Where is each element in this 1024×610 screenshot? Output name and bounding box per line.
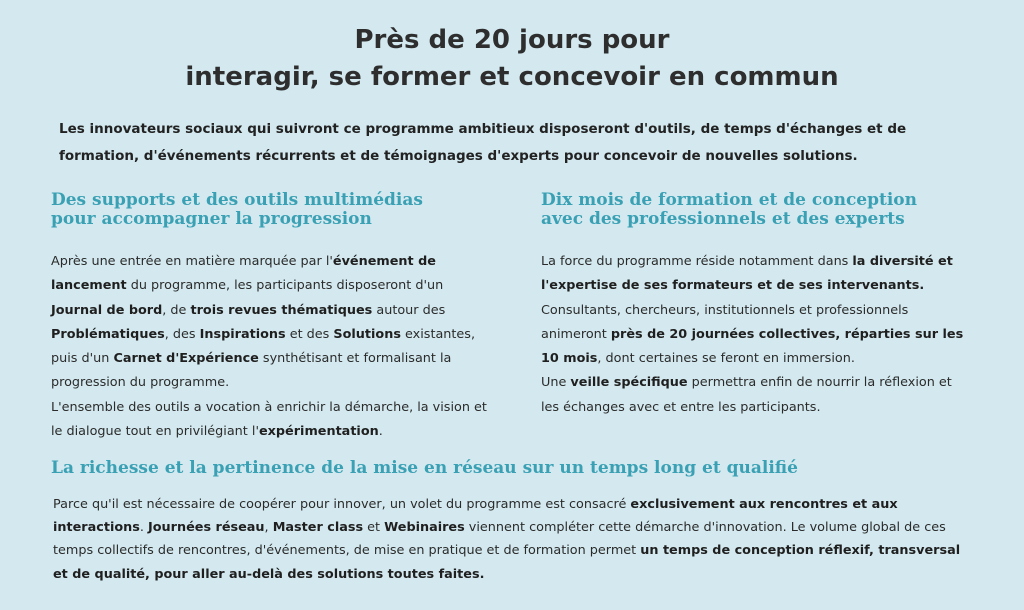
text-run: Consultants, chercheurs, institutionnels et professionnels animeront (541, 302, 909, 342)
bold-text: Journal de bord (51, 302, 163, 318)
page-title (0, 22, 1024, 96)
bold-text: Solutions (333, 326, 401, 342)
bold-text: Journées réseau (148, 520, 265, 536)
bold-text: Master class (272, 520, 364, 536)
bold-text: Problématiques (51, 326, 165, 342)
text-run: autour des (372, 302, 446, 318)
title-line-2: interagir, se former et concevoir en commun (185, 62, 839, 92)
text-run: , (264, 520, 273, 536)
left-heading-line-1: Des supports et des outils multimédias (51, 190, 423, 210)
text-run: . (378, 424, 383, 440)
text-run: existantes, puis d'un (51, 326, 476, 367)
text-run: La force du programme réside notamment dans (541, 254, 853, 269)
text-run: , dont certaines se feront en immersion. (597, 351, 855, 367)
bold-text: trois revues thématiques (190, 302, 373, 318)
bold-text: Webinaires (384, 520, 465, 536)
text-run: . (139, 520, 148, 536)
bold-text: expérimentation (258, 424, 379, 440)
text-run: et (363, 520, 385, 536)
right-heading-line-1: Dix mois de formation et de conception (541, 190, 918, 210)
text-run: du programme, les participants disposeront d'un (126, 278, 444, 294)
text-run: , de (162, 302, 191, 318)
left-section-text (51, 250, 487, 444)
bold-text: la diversité et l'expertise de ses formateurs et de ses intervenants. (541, 254, 953, 294)
bold-text: près de 20 journées collectives, réparties sur les 10 mois (541, 326, 964, 367)
text-run: synthétisant et formalisant la progression du programme. (51, 351, 452, 391)
bold-text: veille spécifique (570, 375, 688, 391)
left-section-heading (51, 191, 423, 229)
title-line-1: Près de 20 jours pour (354, 25, 670, 55)
text-run: viennent compléter cette démarche d'innovation. Le volume global de ces temps collectifs de rencontres, d'événements, de mise en pratique et de formation permet (53, 520, 946, 559)
bold-text: événement de lancement (51, 254, 436, 294)
bottom-section-heading: La richesse et la pertinence de la mise en réseau sur un temps long et qualifié (51, 458, 798, 478)
left-heading-line-2: pour accompagner la progression (51, 209, 372, 229)
text-run: L'ensemble des outils a vocation à enrichir la démarche, la vision et le dialogue tout en privilégiant l' (51, 399, 487, 440)
bold-text: Carnet d'Expérience (113, 351, 259, 367)
bold-text: exclusivement aux rencontres et aux interactions (53, 497, 898, 536)
text-run: et des (285, 326, 334, 342)
text-run: Parce qu'il est nécessaire de coopérer pour innover, un volet du programme est consacré (53, 497, 631, 512)
bold-text: un temps de conception réflexif, transversal et de qualité, pour aller au-delà des solutions toutes faites. (53, 543, 961, 582)
text-run: , des (164, 326, 200, 342)
intro-paragraph: Les innovateurs sociaux qui suivront ce programme ambitieux disposeront d'outils, de temps d'échanges et de formation, d'événements récurrents et de témoignages d'experts pour concevoir de nouvelles solutions. (59, 121, 907, 164)
right-section-heading (541, 191, 917, 229)
right-heading-line-2: avec des professionnels et des experts (541, 209, 905, 229)
bottom-section-text (53, 493, 973, 586)
right-section-text (541, 250, 973, 420)
text-run: permettra enfin de nourrir la réflexion et les échanges avec et entre les participants. (541, 375, 952, 415)
bold-text: Inspirations (199, 326, 286, 342)
text-run: Une (541, 375, 571, 391)
text-run: Après une entrée en matière marquée par l' (51, 254, 333, 269)
